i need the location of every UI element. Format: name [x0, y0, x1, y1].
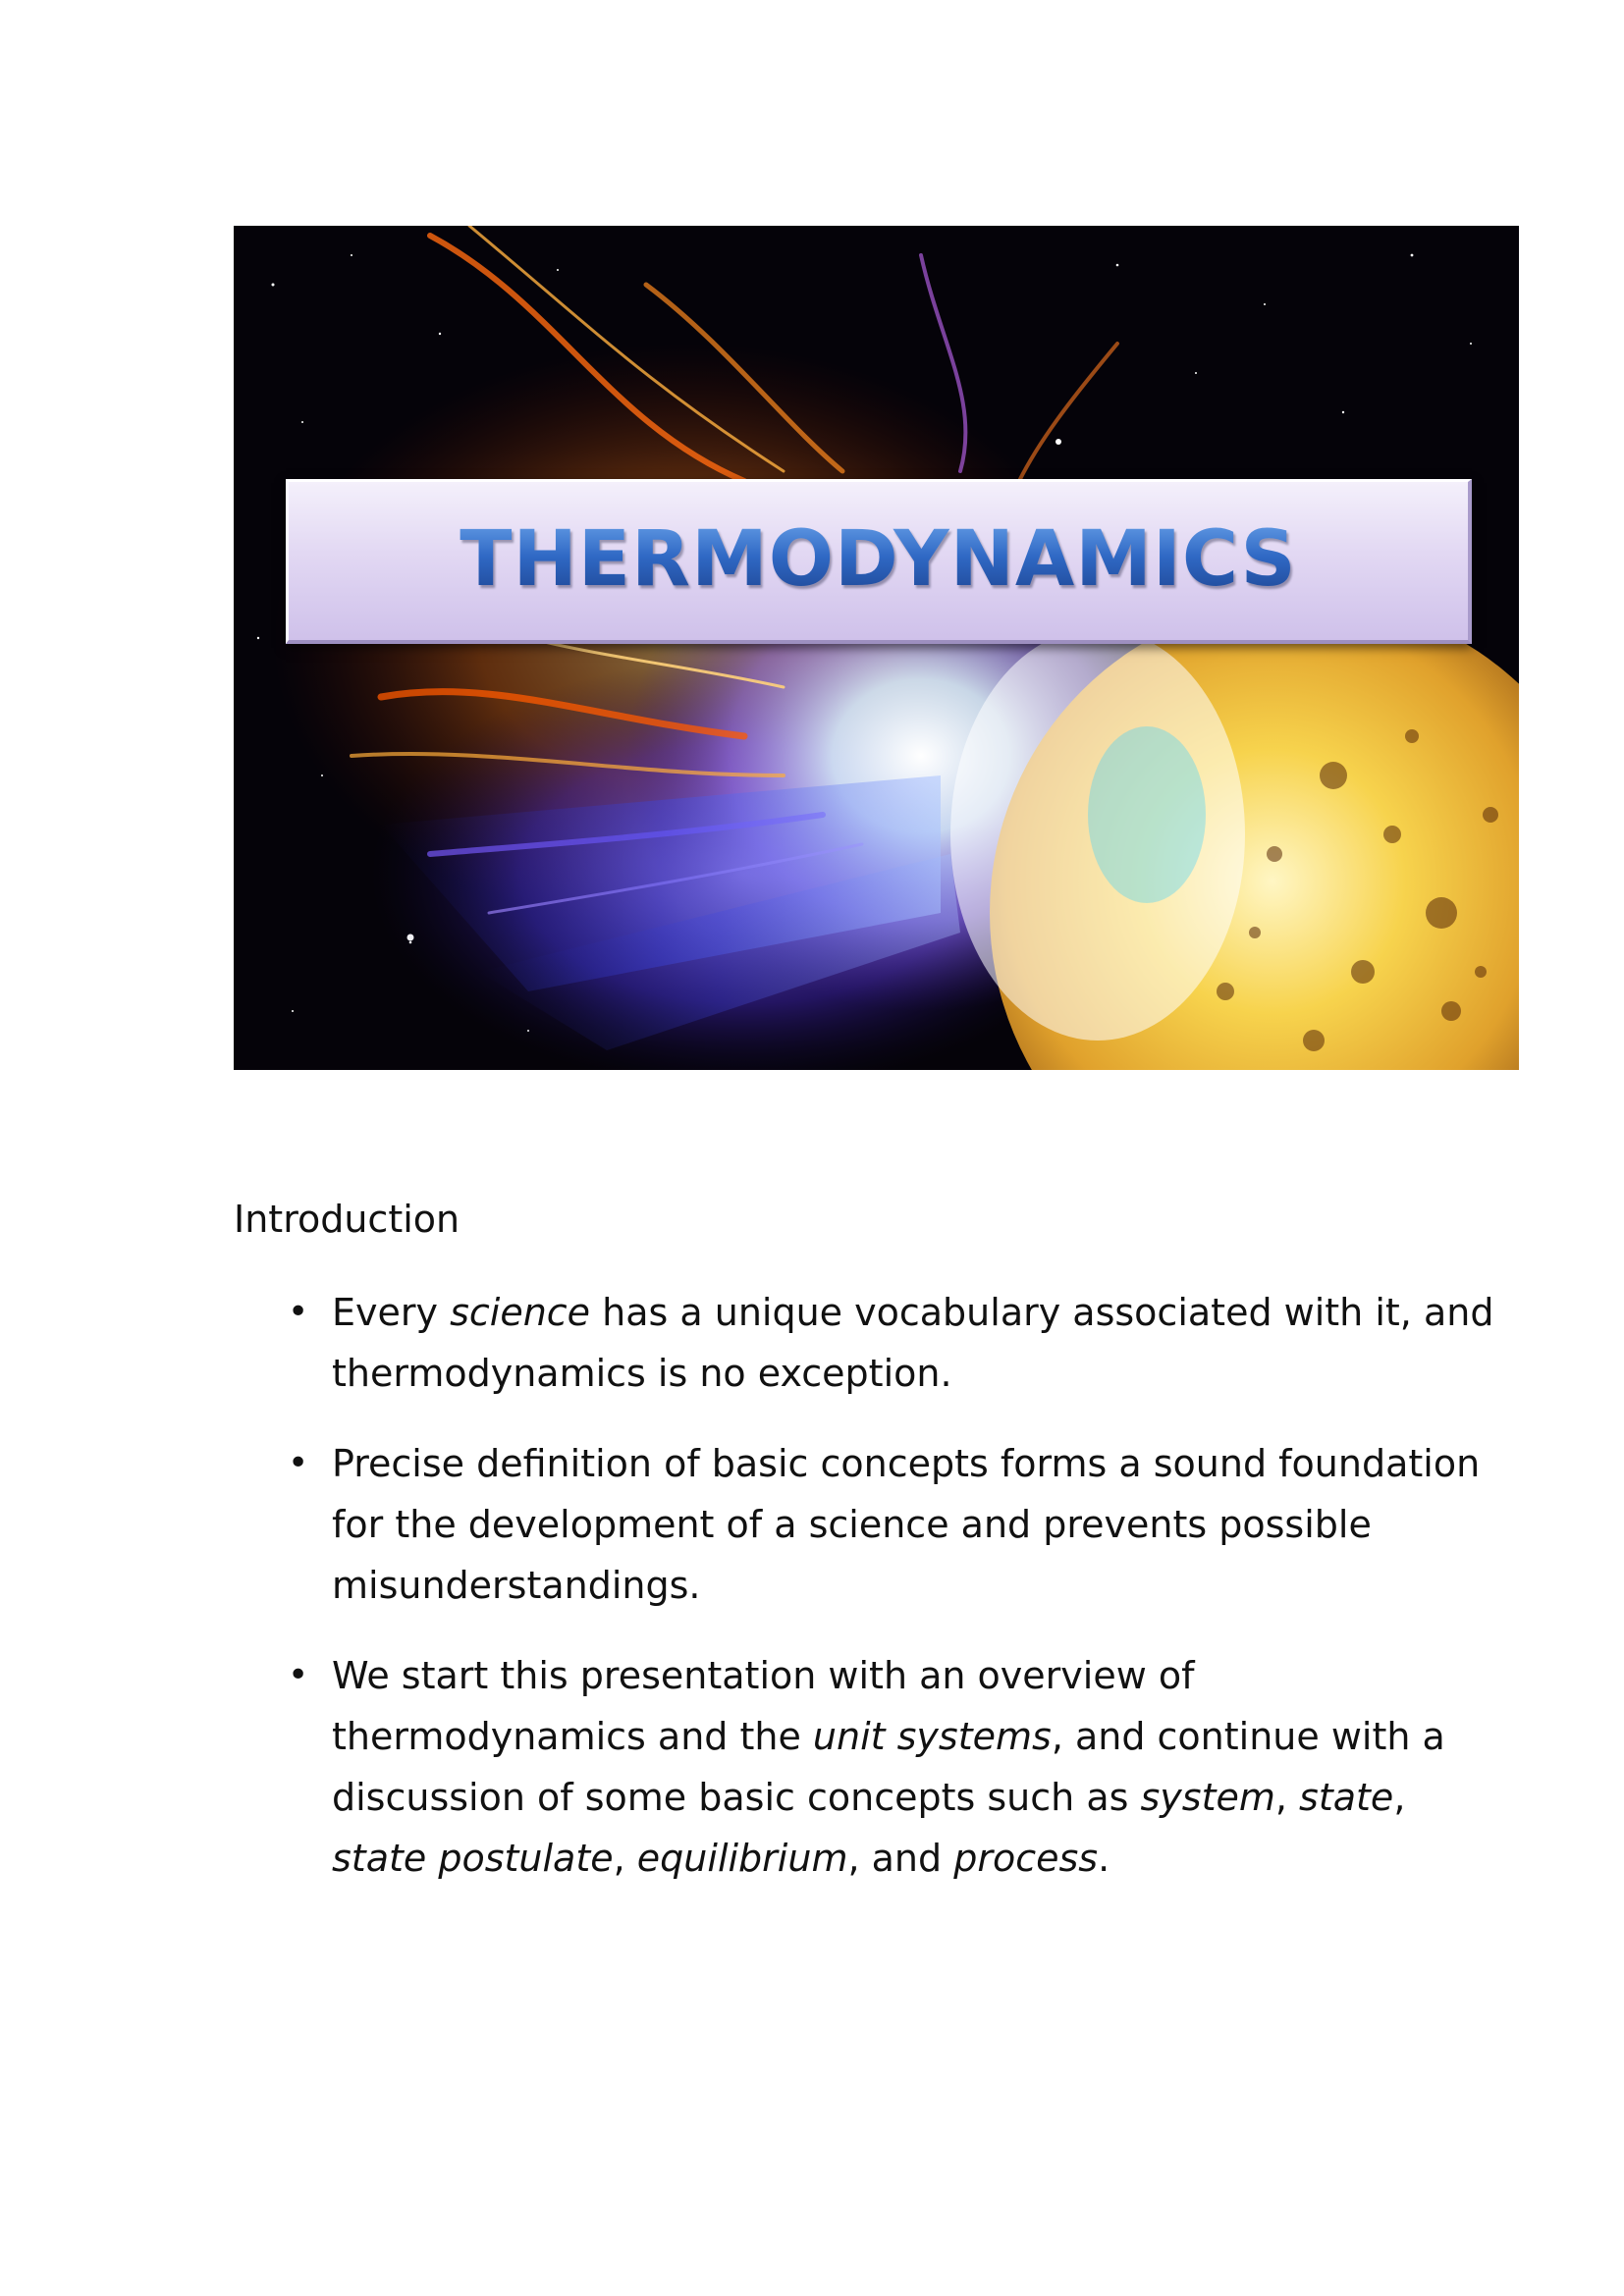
solar-flare-illustration	[234, 226, 1519, 1070]
bullet-list	[234, 1282, 1510, 1918]
bullet-icon: •	[288, 1443, 309, 1483]
bullet-icon: •	[288, 1292, 309, 1332]
bullet-icon: •	[288, 1655, 309, 1695]
banner-title: THERMODYNAMICS	[460, 515, 1296, 608]
bullet-text: We start this presentation with an overview of thermodynamics and the unit systems, and continue with a discussion of some basic concepts such as system, state, state postulate, equilibrium, and process.	[332, 1654, 1445, 1880]
bullet-item	[234, 1433, 1510, 1616]
bullet-item	[234, 1282, 1510, 1404]
bullet-item	[234, 1645, 1510, 1889]
section-heading: Introduction	[234, 1198, 460, 1241]
cover-banner-image	[234, 226, 1519, 1070]
bullet-text: Precise definition of basic concepts forms a sound foundation for the development of a science and prevents possible misunderstandings.	[332, 1442, 1481, 1607]
bullet-text: Every science has a unique vocabulary associated with it, and thermodynamics is no exception.	[332, 1291, 1494, 1395]
title-plate	[286, 479, 1472, 644]
